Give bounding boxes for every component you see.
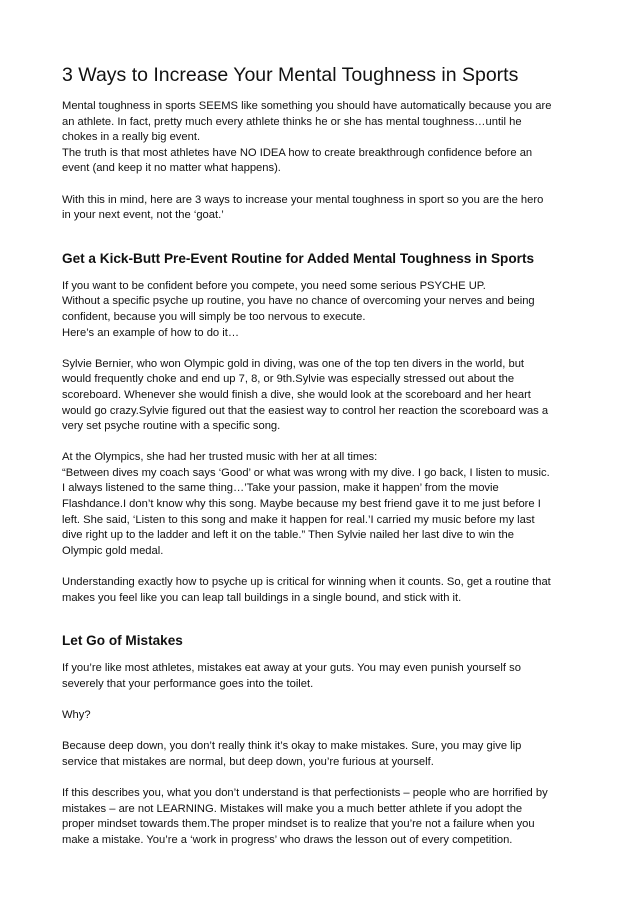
text-line: an athlete. In fact, pretty much every athlete thinks he or she has mental toughness…until he: [62, 115, 522, 128]
text-line: dive right up to the ladder and left it on the table.” Then Sylvie nailed her last dive to win the: [62, 529, 514, 542]
text-line: make a mistake. You’re a ‘work in progress’ who draws the lesson out of every competition.: [62, 833, 513, 846]
intro-paragraph-2: [62, 193, 582, 224]
text-line: If you want to be confident before you compete, you need some serious PSYCHE UP.: [62, 279, 486, 292]
text-line: Sylvie Bernier, who won Olympic gold in diving, was one of the top ten divers in the world, but: [62, 357, 525, 370]
text-line: confident, because you will simply be too nervous to execute.: [62, 310, 366, 323]
page-title: 3 Ways to Increase Your Mental Toughness in Sports: [62, 64, 519, 86]
text-line: Understanding exactly how to psyche up is critical for winning when it counts. So, get a routine that: [62, 576, 551, 589]
text-line: Olympic gold medal.: [62, 544, 164, 557]
text-line: The truth is that most athletes have NO IDEA how to create breakthrough confidence before an: [62, 146, 533, 159]
document-page: [62, 62, 582, 848]
text-line: chokes in a really big event.: [62, 131, 201, 144]
text-line: “Between dives my coach says ‘Good’ or what was wrong with my dive. I go back, I listen to music.: [62, 466, 550, 479]
section-heading-let-go-of-mistakes: Let Go of Mistakes: [62, 633, 183, 649]
text-line: proper mindset towards them.The proper mindset is to realize that you’re not a failure when you: [62, 818, 535, 831]
text-line: Why?: [62, 709, 91, 721]
text-line: Without a specific psyche up routine, you have no chance of overcoming your nerves and being: [62, 295, 535, 308]
text-line: Mental toughness in sports SEEMS like something you should have automatically because you are: [62, 100, 552, 112]
section-2-paragraph-2: [62, 708, 582, 724]
text-line: left. She said, ‘Listen to this song and make it happen for real.’I carried my music before my last: [62, 513, 535, 526]
text-line: would frequently choke and end up 7, 8, or 9th.Sylvie was especially stressed out about the: [62, 373, 515, 386]
section-heading-pre-event-routine: Get a Kick-Butt Pre-Event Routine for Added Mental Toughness in Sports: [62, 250, 535, 266]
text-line: At the Olympics, she had her trusted music with her at all times:: [62, 451, 378, 464]
text-line: If this describes you, what you don’t understand is that perfectionists – people who are horrified by: [62, 786, 548, 799]
text-line: makes you feel like you can leap tall buildings in a single bound, and stick with it.: [62, 591, 462, 604]
section-2-paragraph-1: [62, 661, 582, 692]
section-1-paragraph-3: [62, 450, 582, 559]
text-line: would go crazy.Sylvie figured out that the easiest way to control her reaction the scoreboard was a: [62, 404, 549, 417]
section-2-paragraph-4: [62, 786, 582, 848]
text-line: I always listened to the same thing…’Take your passion, make it happen’ from the movie: [62, 482, 499, 495]
section-1-paragraph-4: [62, 575, 582, 606]
text-line: very set psyche routine with a specific song.: [62, 420, 281, 433]
text-line: With this in mind, here are 3 ways to increase your mental toughness in sport so you are the hero: [62, 193, 544, 206]
text-line: Here’s an example of how to do it…: [62, 326, 240, 339]
text-line: service that mistakes are normal, but deep down, you’re furious at yourself.: [62, 755, 434, 768]
text-line: mistakes – are not LEARNING. Mistakes will make you a much better athlete if you adopt the: [62, 802, 523, 815]
section-2-paragraph-3: [62, 739, 582, 770]
intro-paragraph-1: [62, 99, 582, 177]
text-line: in your next event, not the ‘goat.’: [62, 209, 224, 222]
text-line: event (and keep it no matter what happens).: [62, 162, 281, 175]
text-line: Because deep down, you don’t really think it’s okay to make mistakes. Sure, you may give lip: [62, 740, 522, 753]
text-line: scoreboard. Whenever she would finish a dive, she would look at the scoreboard and her heart: [62, 388, 531, 401]
section-1-paragraph-1: [62, 279, 582, 341]
text-line: severely that your performance goes into the toilet.: [62, 677, 314, 690]
text-line: Flashdance.I don’t know why this song. Maybe because my best friend gave it to me just before I: [62, 498, 541, 511]
text-line: If you’re like most athletes, mistakes eat away at your guts. You may even punish yourself so: [62, 662, 521, 675]
section-1-paragraph-2: [62, 357, 582, 435]
